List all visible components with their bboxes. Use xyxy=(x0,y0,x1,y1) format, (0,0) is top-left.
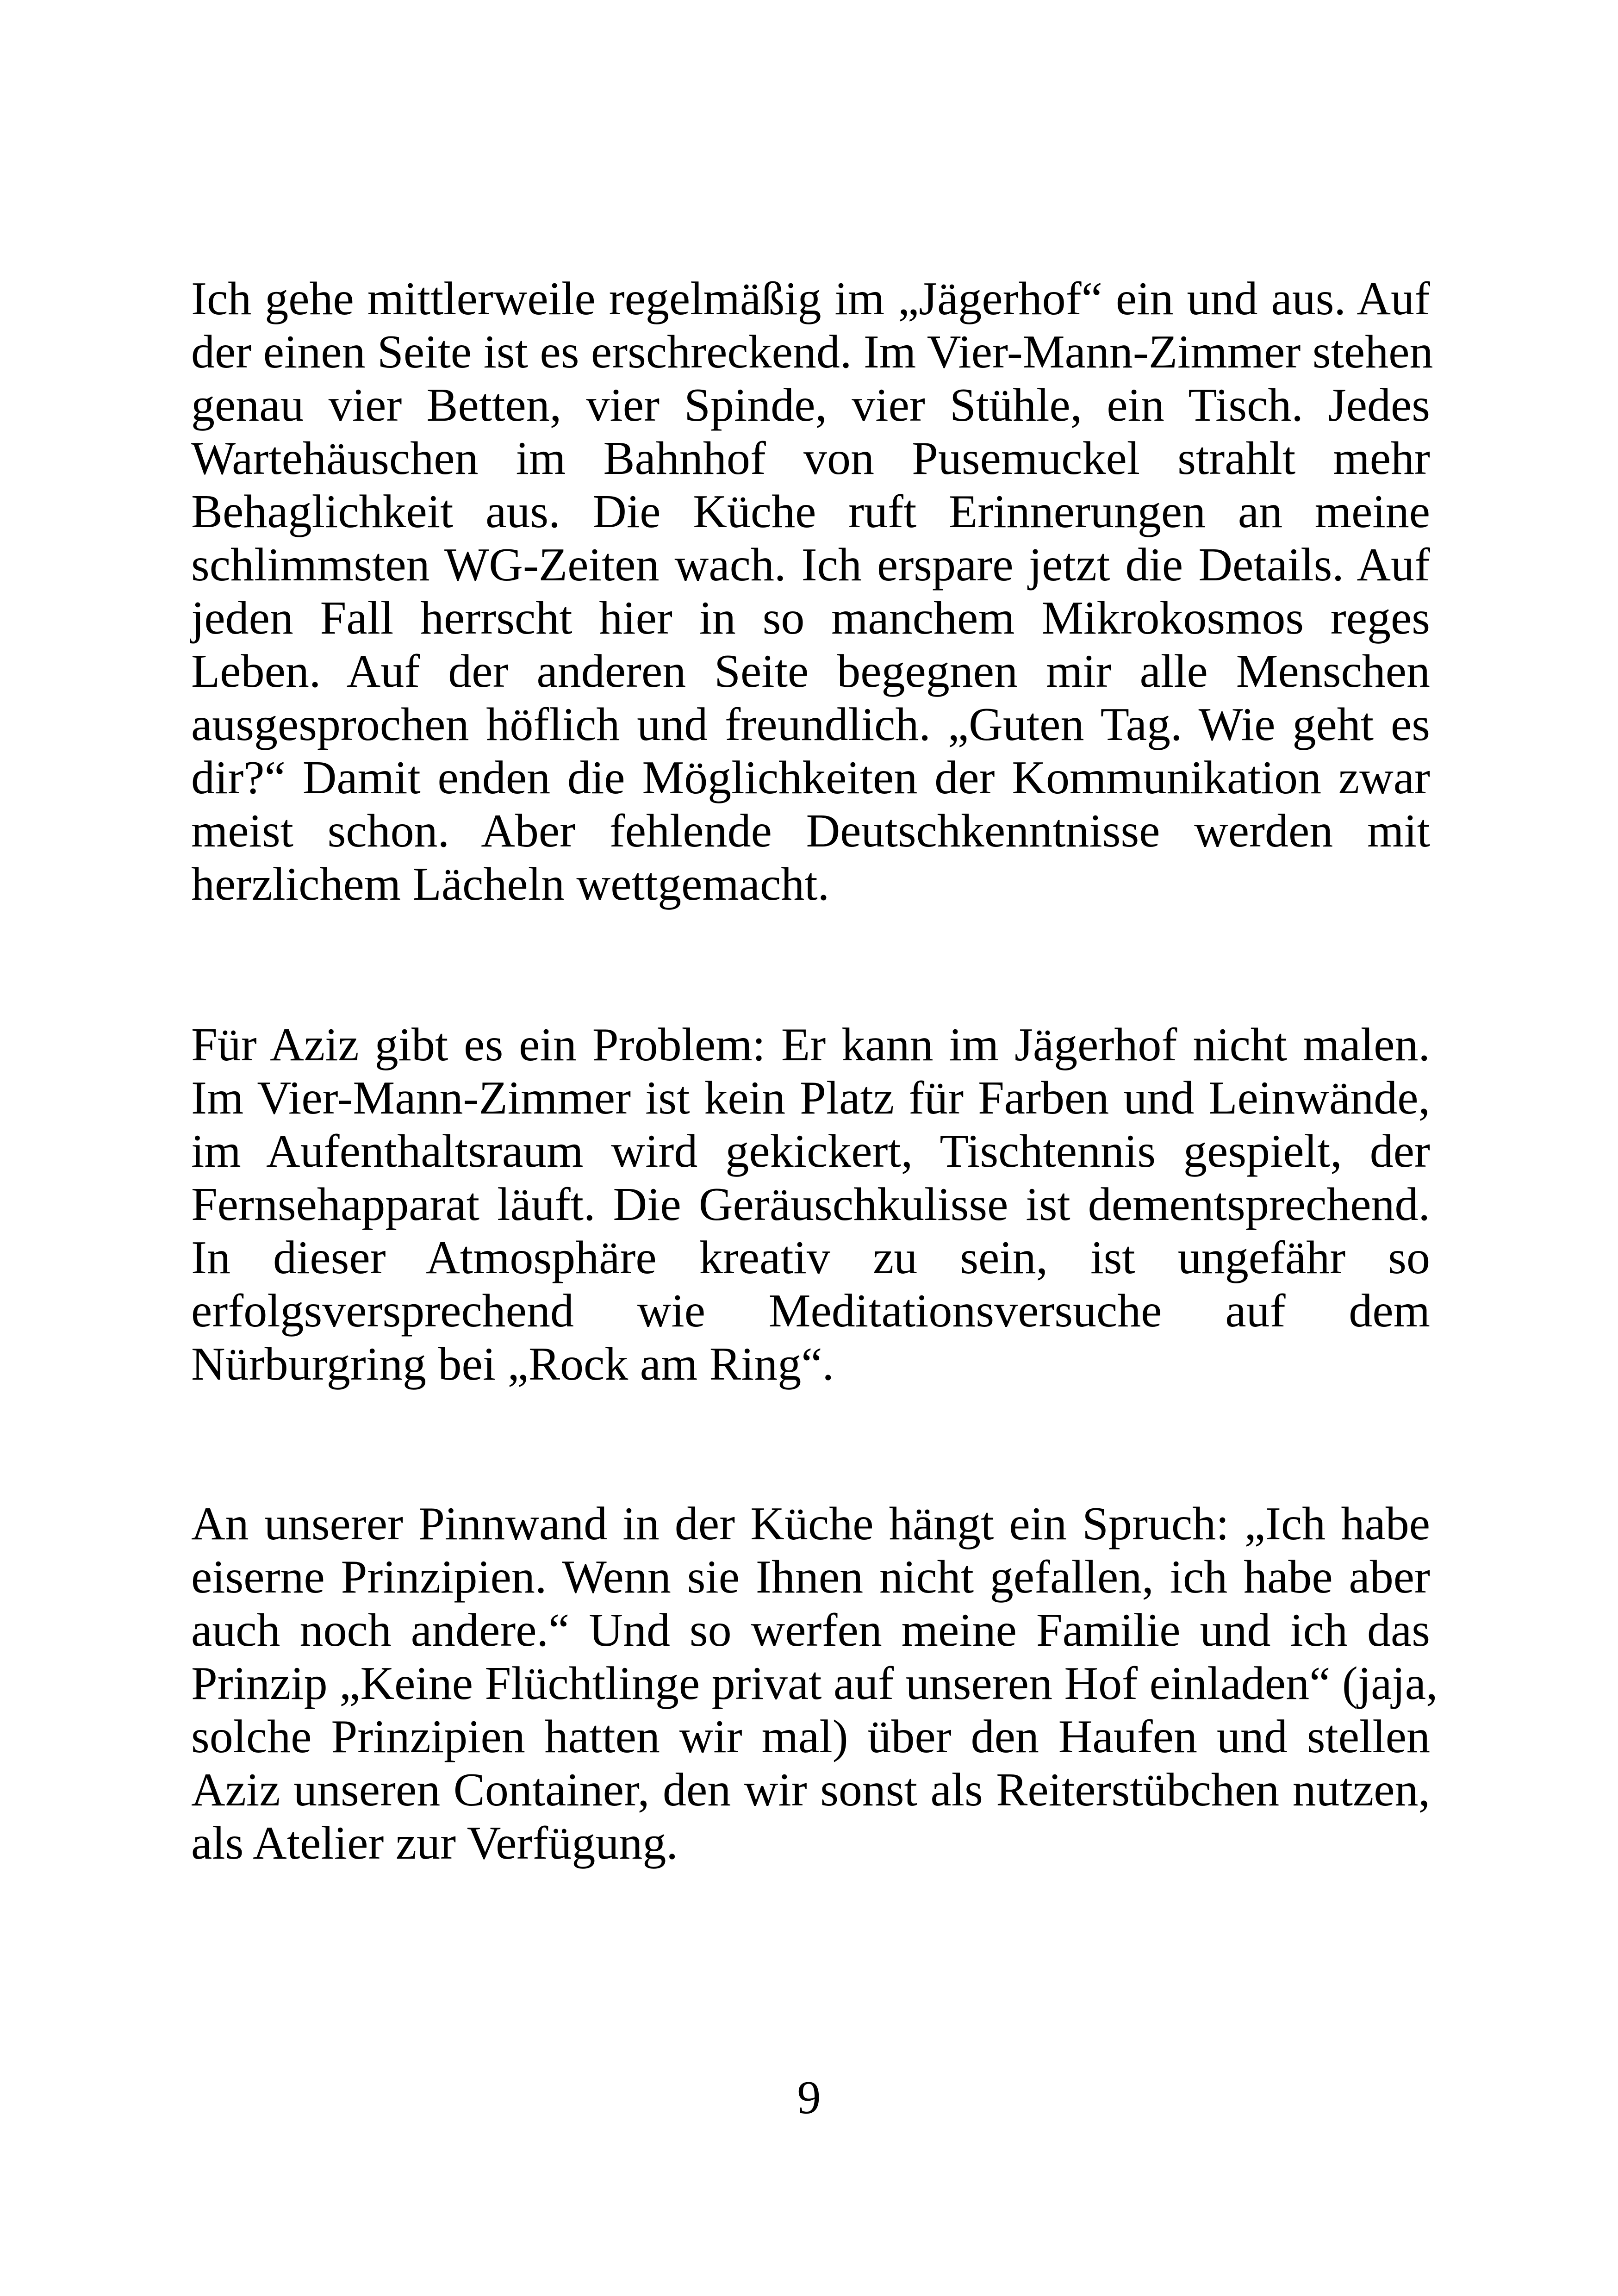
text-line: im Aufenthaltsraum wird gekickert, Tischtennis gespielt, der xyxy=(191,1125,1430,1177)
text-line: eiserne Prinzipien. Wenn sie Ihnen nicht gefallen, ich habe aber xyxy=(191,1551,1430,1603)
text-line: schlimmsten WG-Zeiten wach. Ich erspare jetzt die Details. Auf xyxy=(191,539,1430,591)
text-line: Behaglichkeit aus. Die Küche ruft Erinnerungen an meine xyxy=(191,485,1430,538)
text-line: Fernsehapparat läuft. Die Geräuschkulisse ist dementsprechend. xyxy=(191,1178,1430,1231)
text-line: Prinzip „Keine Flüchtlinge privat auf unseren Hof einladen“ (jaja, xyxy=(191,1657,1438,1710)
text-line: jeden Fall herrscht hier in so manchem Mikrokosmos reges xyxy=(191,592,1430,644)
text-line: auch noch andere.“ Und so werfen meine Familie und ich das xyxy=(191,1604,1430,1656)
text-line: Für Aziz gibt es ein Problem: Er kann im Jägerhof nicht malen. xyxy=(191,1019,1430,1071)
text-line: erfolgsversprechend wie Meditationsversuche auf dem xyxy=(191,1285,1430,1337)
text-line: solche Prinzipien hatten wir mal) über den Haufen und stellen xyxy=(191,1711,1430,1763)
paragraph-jaegerhof xyxy=(191,272,1433,911)
text-line: Aziz unseren Container, den wir sonst als Reiterstübchen nutzen, xyxy=(191,1764,1430,1816)
text-line: meist schon. Aber fehlende Deutschkenntnisse werden mit xyxy=(191,805,1430,857)
paragraph-aziz-problem xyxy=(191,1018,1430,1391)
text-line: An unserer Pinnwand in der Küche hängt ein Spruch: „Ich habe xyxy=(191,1498,1430,1550)
text-line: ausgesprochen höflich und freundlich. „Guten Tag. Wie geht es xyxy=(191,698,1430,751)
text-line: als Atelier zur Verfügung. xyxy=(191,1817,678,1869)
text-line: Nürburgring bei „Rock am Ring“. xyxy=(191,1338,834,1390)
text-line: der einen Seite ist es erschreckend. Im Vier-Mann-Zimmer stehen xyxy=(191,326,1433,378)
text-line: Im Vier-Mann-Zimmer ist kein Platz für Farben und Leinwände, xyxy=(191,1072,1430,1124)
text-line: Leben. Auf der anderen Seite begegnen mir alle Menschen xyxy=(191,645,1430,697)
paragraph-pinnwand xyxy=(191,1497,1438,1870)
text-line: dir?“ Damit enden die Möglichkeiten der Kommunikation zwar xyxy=(191,752,1430,804)
text-line: Ich gehe mittlerweile regelmäßig im „Jägerhof“ ein und aus. Auf xyxy=(191,273,1430,325)
page-number: 9 xyxy=(797,2072,821,2124)
text-line: genau vier Betten, vier Spinde, vier Stühle, ein Tisch. Jedes xyxy=(191,379,1430,431)
text-line: herzlichem Lächeln wettgemacht. xyxy=(191,858,830,910)
text-line: In dieser Atmosphäre kreativ zu sein, ist ungefähr so xyxy=(191,1232,1430,1284)
text-line: Wartehäuschen im Bahnhof von Pusemuckel strahlt mehr xyxy=(191,432,1430,485)
